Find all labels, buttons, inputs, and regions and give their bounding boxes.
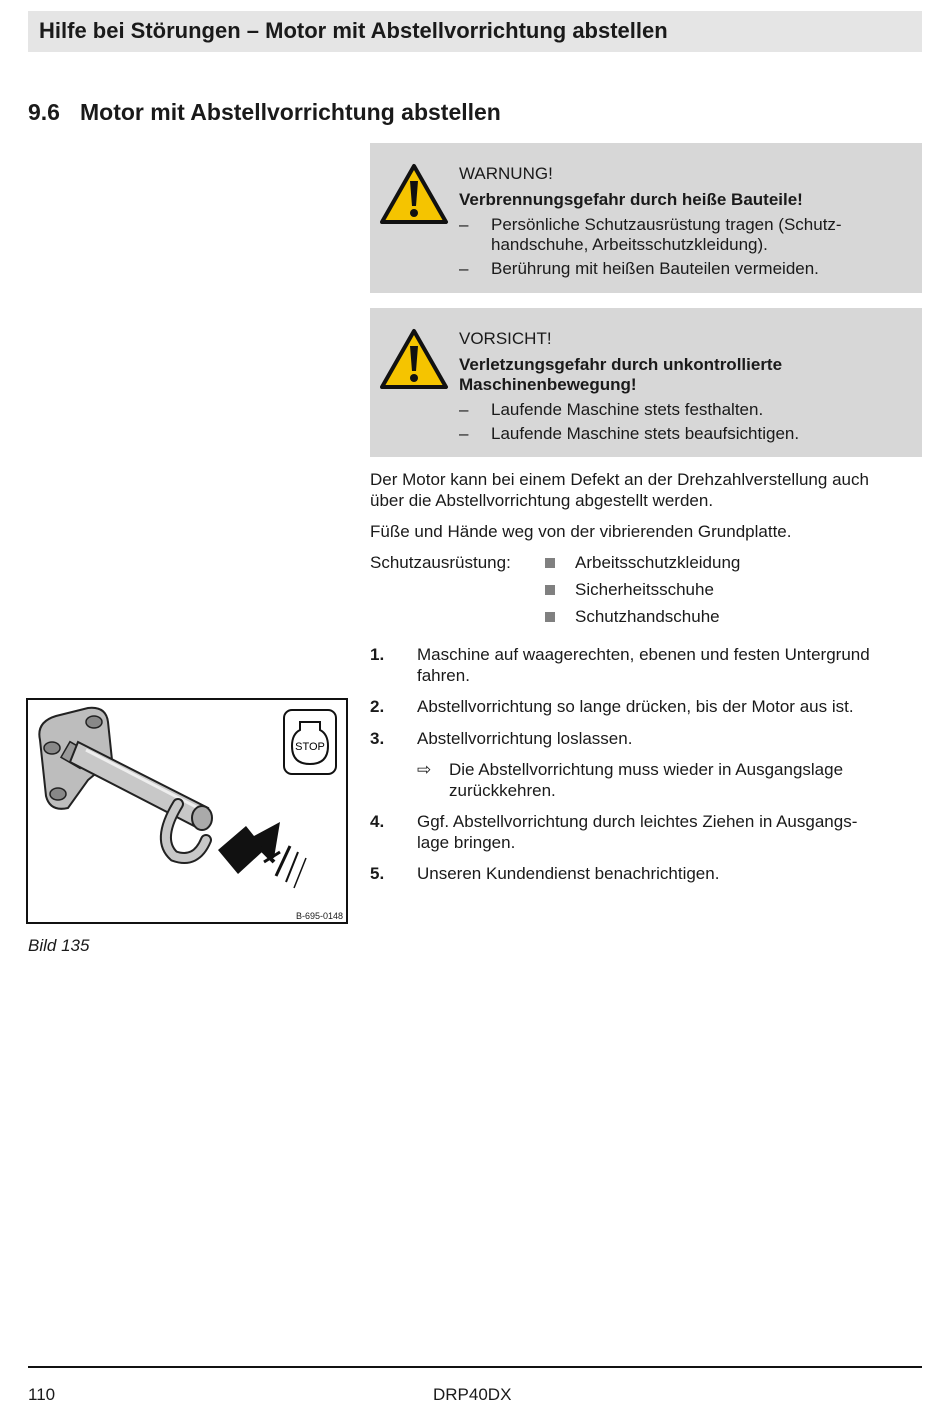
paragraph-line: Füße und Hände weg von der vibrierenden Grundplatte.: [370, 522, 792, 541]
step-text: Abstellvorrichtung so lange drücken, bis der Motor aus ist.: [417, 697, 854, 716]
step-text: lage bringen.: [417, 833, 516, 852]
paragraph-line: Der Motor kann bei einem Defekt an der Drehzahlverstellung auch: [370, 470, 869, 489]
warning-triangle-icon: [379, 328, 449, 390]
footer-divider: [28, 1366, 922, 1368]
square-bullet-icon: [545, 585, 555, 595]
warning-box: [370, 143, 922, 293]
figure-caption: Bild 135: [28, 936, 90, 955]
warning-keyword: WARNUNG!: [459, 164, 553, 183]
dash-marker: –: [459, 259, 469, 278]
caution-box: [370, 308, 922, 457]
paragraph: [370, 521, 922, 542]
caution-keyword: VORSICHT!: [459, 329, 552, 348]
step-number: 1.: [370, 645, 385, 664]
step-text: fahren.: [417, 666, 470, 685]
warning-item: [459, 259, 909, 279]
caution-item-text: Laufende Maschine stets festhalten.: [491, 400, 764, 419]
page-header: [28, 11, 922, 52]
paragraph: [370, 469, 922, 511]
step-number: 2.: [370, 697, 385, 716]
equipment-label: Schutzausrüstung:: [370, 553, 511, 572]
step-number: 4.: [370, 812, 385, 831]
result-text: zurückkehren.: [449, 781, 556, 800]
page-number: 110: [28, 1385, 56, 1404]
result-text: Die Abstellvorrichtung muss wieder in Ausgangslage: [449, 760, 844, 779]
warning-item-line: Berührung mit heißen Bauteilen vermeiden.: [491, 259, 819, 278]
step-text: Maschine auf waagerechten, ebenen und festen Untergrund: [417, 645, 870, 664]
document-id: DRP40DX: [433, 1385, 512, 1404]
caution-item: [459, 424, 909, 444]
result-arrow-icon: ⇨: [417, 760, 432, 779]
dash-marker: –: [459, 215, 469, 234]
caution-hazard: Maschinenbewegung!: [459, 375, 637, 394]
caution-hazard: Verletzungsgefahr durch unkontrollierte: [459, 355, 783, 374]
square-bullet-icon: [545, 558, 555, 568]
dash-marker: –: [459, 400, 469, 419]
warning-item-line: Persönliche Schutzausrüstung tragen (Schutz-: [491, 215, 842, 234]
warning-item-line: handschuhe, Arbeitsschutzkleidung).: [491, 235, 768, 254]
dash-marker: –: [459, 424, 469, 443]
equipment-item-text: Arbeitsschutzkleidung: [575, 553, 741, 572]
step-number: 5.: [370, 864, 385, 883]
square-bullet-icon: [545, 612, 555, 622]
step-text: Ggf. Abstellvorrichtung durch leichtes Ziehen in Ausgangs-: [417, 812, 858, 831]
section-title: [28, 99, 501, 126]
stop-lever-illustration: [28, 700, 346, 922]
warning-triangle-icon: [379, 163, 449, 225]
stop-symbol-label: STOP: [295, 741, 325, 753]
paragraph-line: über die Abstellvorrichtung abgestellt werden.: [370, 491, 714, 510]
step-text: Unseren Kundendienst benachrichtigen.: [417, 864, 720, 883]
step-number: 3.: [370, 729, 385, 748]
caution-item-text: Laufende Maschine stets beaufsichtigen.: [491, 424, 800, 443]
figure-code: B-695-0148: [295, 911, 343, 921]
step-text: Abstellvorrichtung loslassen.: [417, 729, 633, 748]
section-heading: Motor mit Abstellvorrichtung abstellen: [80, 99, 501, 125]
figure-stop-lever: [26, 698, 348, 924]
header-title: Hilfe bei Störungen – Motor mit Abstellvorrichtung abstellen: [39, 18, 668, 43]
warning-item: [459, 215, 909, 255]
section-number: 9.6: [28, 99, 60, 125]
equipment-item-text: Sicherheitsschuhe: [575, 580, 714, 599]
equipment-item-text: Schutzhandschuhe: [575, 607, 720, 626]
caution-item: [459, 400, 909, 420]
warning-hazard: Verbrennungsgefahr durch heiße Bauteile!: [459, 190, 803, 209]
